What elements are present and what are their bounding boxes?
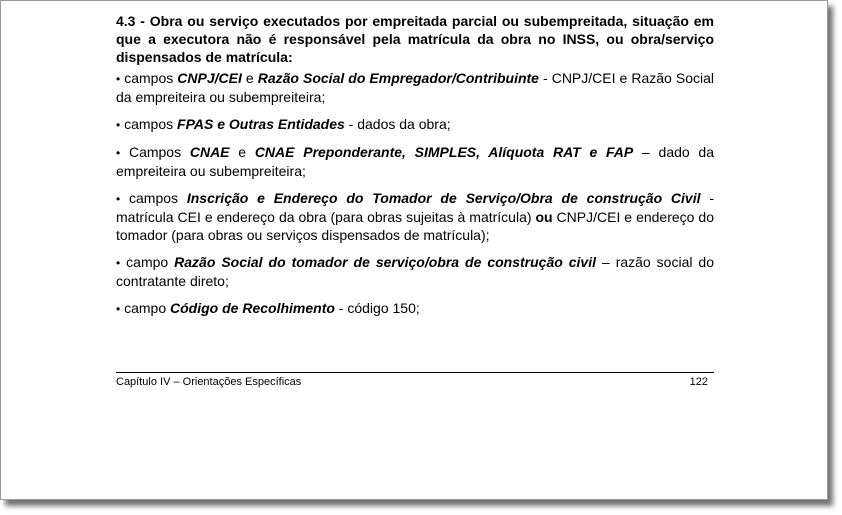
list-item-razao-social-tomador — [116, 253, 714, 290]
list-item-fpas — [116, 115, 714, 134]
item-text: - dados da obra; — [344, 116, 451, 132]
item-text: campo — [120, 254, 175, 270]
bullet-icon: • — [116, 302, 121, 316]
field-name: CNAE Preponderante, SIMPLES, Alíquota RAT e FAP — [254, 144, 634, 160]
field-name: FPAS e Outras Entidades — [177, 116, 345, 132]
field-name: Inscrição e Endereço do Tomador de Serviço/Obra de construção Civil — [186, 190, 701, 206]
emphasis-or: ou — [535, 209, 553, 225]
bullet-icon: • — [116, 118, 121, 132]
item-text: Campos — [120, 144, 190, 160]
field-name: CNPJ/CEI — [177, 70, 242, 86]
field-name: Razão Social do Empregador/Contribuinte — [257, 70, 539, 86]
item-text: CNPJ/CEI e endereço do tomador (para obras ou serviços dispensados de matrícula); — [116, 209, 714, 243]
item-text: – dado da empreiteira ou subempreiteira; — [116, 144, 715, 179]
item-text: campos — [120, 190, 187, 206]
bullet-icon: • — [116, 192, 121, 206]
bullet-icon: • — [116, 256, 121, 270]
bullet-icon: • — [116, 72, 121, 86]
page-footer — [116, 372, 714, 389]
section-heading: 4.3 - Obra ou serviço executados por empreitada parcial ou subempreitada, situação em que a executora não é responsável pela matrícula da obra no INSS, ou obra/serviço dispensados de matrícula: — [116, 13, 714, 65]
list-item-cnae — [116, 143, 714, 180]
item-text: e — [241, 70, 258, 86]
field-name: CNAE — [189, 144, 230, 160]
bullet-icon: • — [116, 146, 121, 160]
document-body — [116, 12, 714, 327]
item-text: - código 150; — [334, 300, 420, 316]
field-name: Código de Recolhimento — [170, 300, 335, 316]
footer-chapter: Capítulo IV – Orientações Específicas — [116, 376, 302, 388]
field-name: Razão Social do tomador de serviço/obra de construção civil — [174, 254, 596, 270]
item-text: campo — [120, 300, 171, 316]
list-item-inscricao — [116, 189, 714, 244]
item-text: campos — [120, 70, 178, 86]
list-item-codigo-recolhimento — [116, 299, 714, 318]
item-text: - matrícula CEI e endereço da obra (para obras sujeitas à matrícula) — [116, 190, 714, 225]
item-text: – razão social do contratante direto; — [116, 254, 714, 289]
item-text: campos — [120, 116, 178, 132]
list-item-cnpj — [116, 69, 714, 106]
item-text: - CNPJ/CEI e Razão Social da empreiteira ou subempreiteira; — [116, 70, 714, 105]
item-text: e — [229, 144, 255, 160]
page-number: 122 — [689, 376, 708, 388]
